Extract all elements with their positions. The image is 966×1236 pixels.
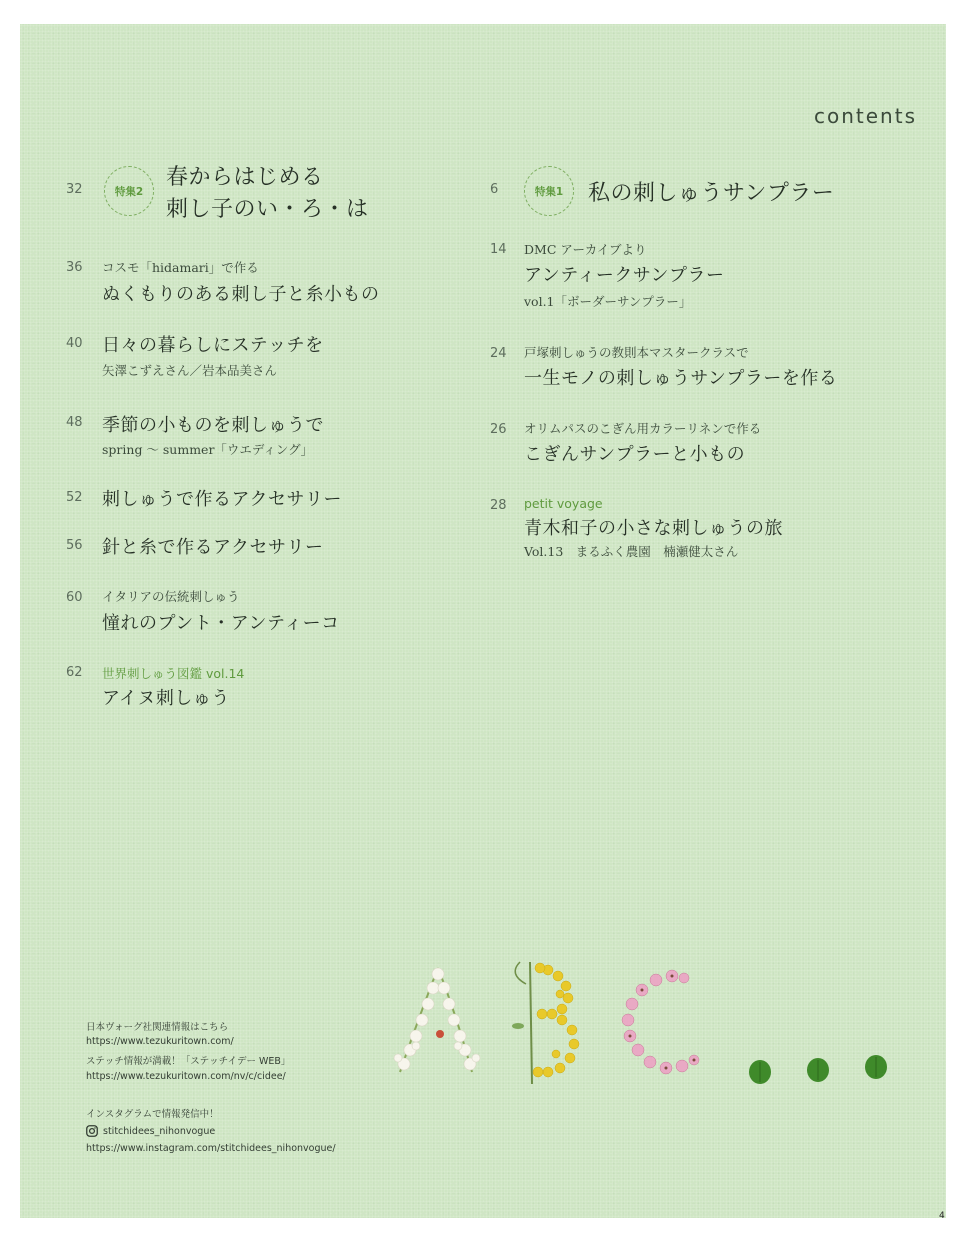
entry-subtitle-2: vol.1「ボーダーサンプラー」 — [524, 294, 692, 309]
entry-title[interactable]: ぬくもりのある刺し子と糸小もの — [102, 284, 380, 305]
feature-badge: 特集2 — [104, 166, 154, 216]
entry-subtitle: petit voyage — [524, 496, 603, 511]
info-link[interactable]: https://www.tezukuritown.com/ — [86, 1036, 234, 1047]
page-number-label[interactable]: 56 — [66, 538, 83, 553]
entry-title[interactable]: 青木和子の小さな刺しゅうの旅 — [524, 518, 783, 539]
page-number-label[interactable]: 52 — [66, 490, 83, 505]
entry-title[interactable]: アンティークサンプラー — [524, 265, 725, 286]
feature-badge: 特集1 — [524, 166, 574, 216]
page-number-label[interactable]: 40 — [66, 336, 83, 351]
entry-title[interactable]: 憧れのプント・アンティーコ — [102, 613, 340, 634]
entry-subtitle: イタリアの伝統刺しゅう — [102, 589, 240, 604]
magazine-page — [20, 24, 946, 1218]
entry-title[interactable]: こぎんサンプラーと小もの — [524, 444, 746, 465]
entry-subtitle: オリムパスのこぎん用カラーリネンで作る — [524, 421, 762, 436]
letter-a-flowers — [394, 968, 480, 1072]
info-link[interactable]: https://www.instagram.com/stitchidees_nihonvogue/ — [86, 1143, 336, 1154]
page-number-label[interactable]: 62 — [66, 665, 83, 680]
entry-subtitle-2: Vol.13 まるふく農園 楠瀬健太さん — [524, 544, 739, 559]
info-heading: 日本ヴォーグ社関連情報はこちら — [86, 1022, 229, 1033]
page-number-label[interactable]: 14 — [490, 242, 507, 257]
info-text: ステッチ情報が満載！「ステッチイデー WEB」 — [86, 1056, 291, 1067]
entry-title[interactable]: 一生モノの刺しゅうサンプラーを作る — [524, 368, 838, 389]
page-number-label[interactable]: 48 — [66, 415, 83, 430]
entry-title[interactable]: 刺しゅうで作るアクセサリー — [102, 489, 342, 510]
feature-title-line2[interactable]: 刺し子のい・ろ・は — [166, 197, 369, 222]
feature-title-line1[interactable]: 春からはじめる — [166, 165, 324, 190]
abc-flower-art — [380, 954, 900, 1094]
contents-heading: contents — [814, 104, 917, 128]
info-link[interactable]: https://www.tezukuritown.com/nv/c/cidee/ — [86, 1071, 286, 1082]
info-text: インスタグラムで情報発信中！ — [86, 1109, 219, 1120]
page-number-label[interactable]: 36 — [66, 260, 83, 275]
entry-subtitle: コスモ「hidamari」で作る — [102, 260, 259, 275]
entry-subtitle: DMC アーカイブより — [524, 242, 647, 257]
page-number-label[interactable]: 60 — [66, 590, 83, 605]
entry-subtitle: 世界刺しゅう図鑑 vol.14 — [102, 666, 245, 681]
entry-title[interactable]: 日々の暮らしにステッチを — [102, 335, 324, 356]
instagram-row[interactable] — [86, 1125, 215, 1137]
instagram-handle[interactable]: stitchidees_nihonvogue — [103, 1125, 216, 1137]
page-number-label[interactable]: 28 — [490, 498, 507, 513]
entry-subtitle: spring ～ summer「ウエディング」 — [102, 442, 314, 457]
entry-subtitle: 戸塚刺しゅうの教則本マスタークラスで — [524, 345, 749, 360]
page-number-label[interactable]: 32 — [66, 182, 83, 197]
page-number-label[interactable]: 26 — [490, 422, 507, 437]
entry-subtitle: 矢澤こずえさん／岩本品美さん — [102, 363, 278, 378]
page-number: 4 — [939, 1211, 945, 1221]
page-number-label[interactable]: 6 — [490, 182, 499, 197]
page-number-label[interactable]: 24 — [490, 346, 507, 361]
letter-b-mimosa — [512, 962, 579, 1084]
entry-title[interactable]: 針と糸で作るアクセサリー — [102, 537, 324, 558]
entry-title[interactable]: 季節の小ものを刺しゅうで — [102, 415, 324, 436]
entry-title[interactable]: アイヌ刺しゅう — [102, 688, 230, 709]
letter-c-flowers — [622, 970, 699, 1074]
instagram-icon — [86, 1125, 98, 1137]
feature-title[interactable]: 私の刺しゅうサンプラー — [588, 181, 835, 206]
